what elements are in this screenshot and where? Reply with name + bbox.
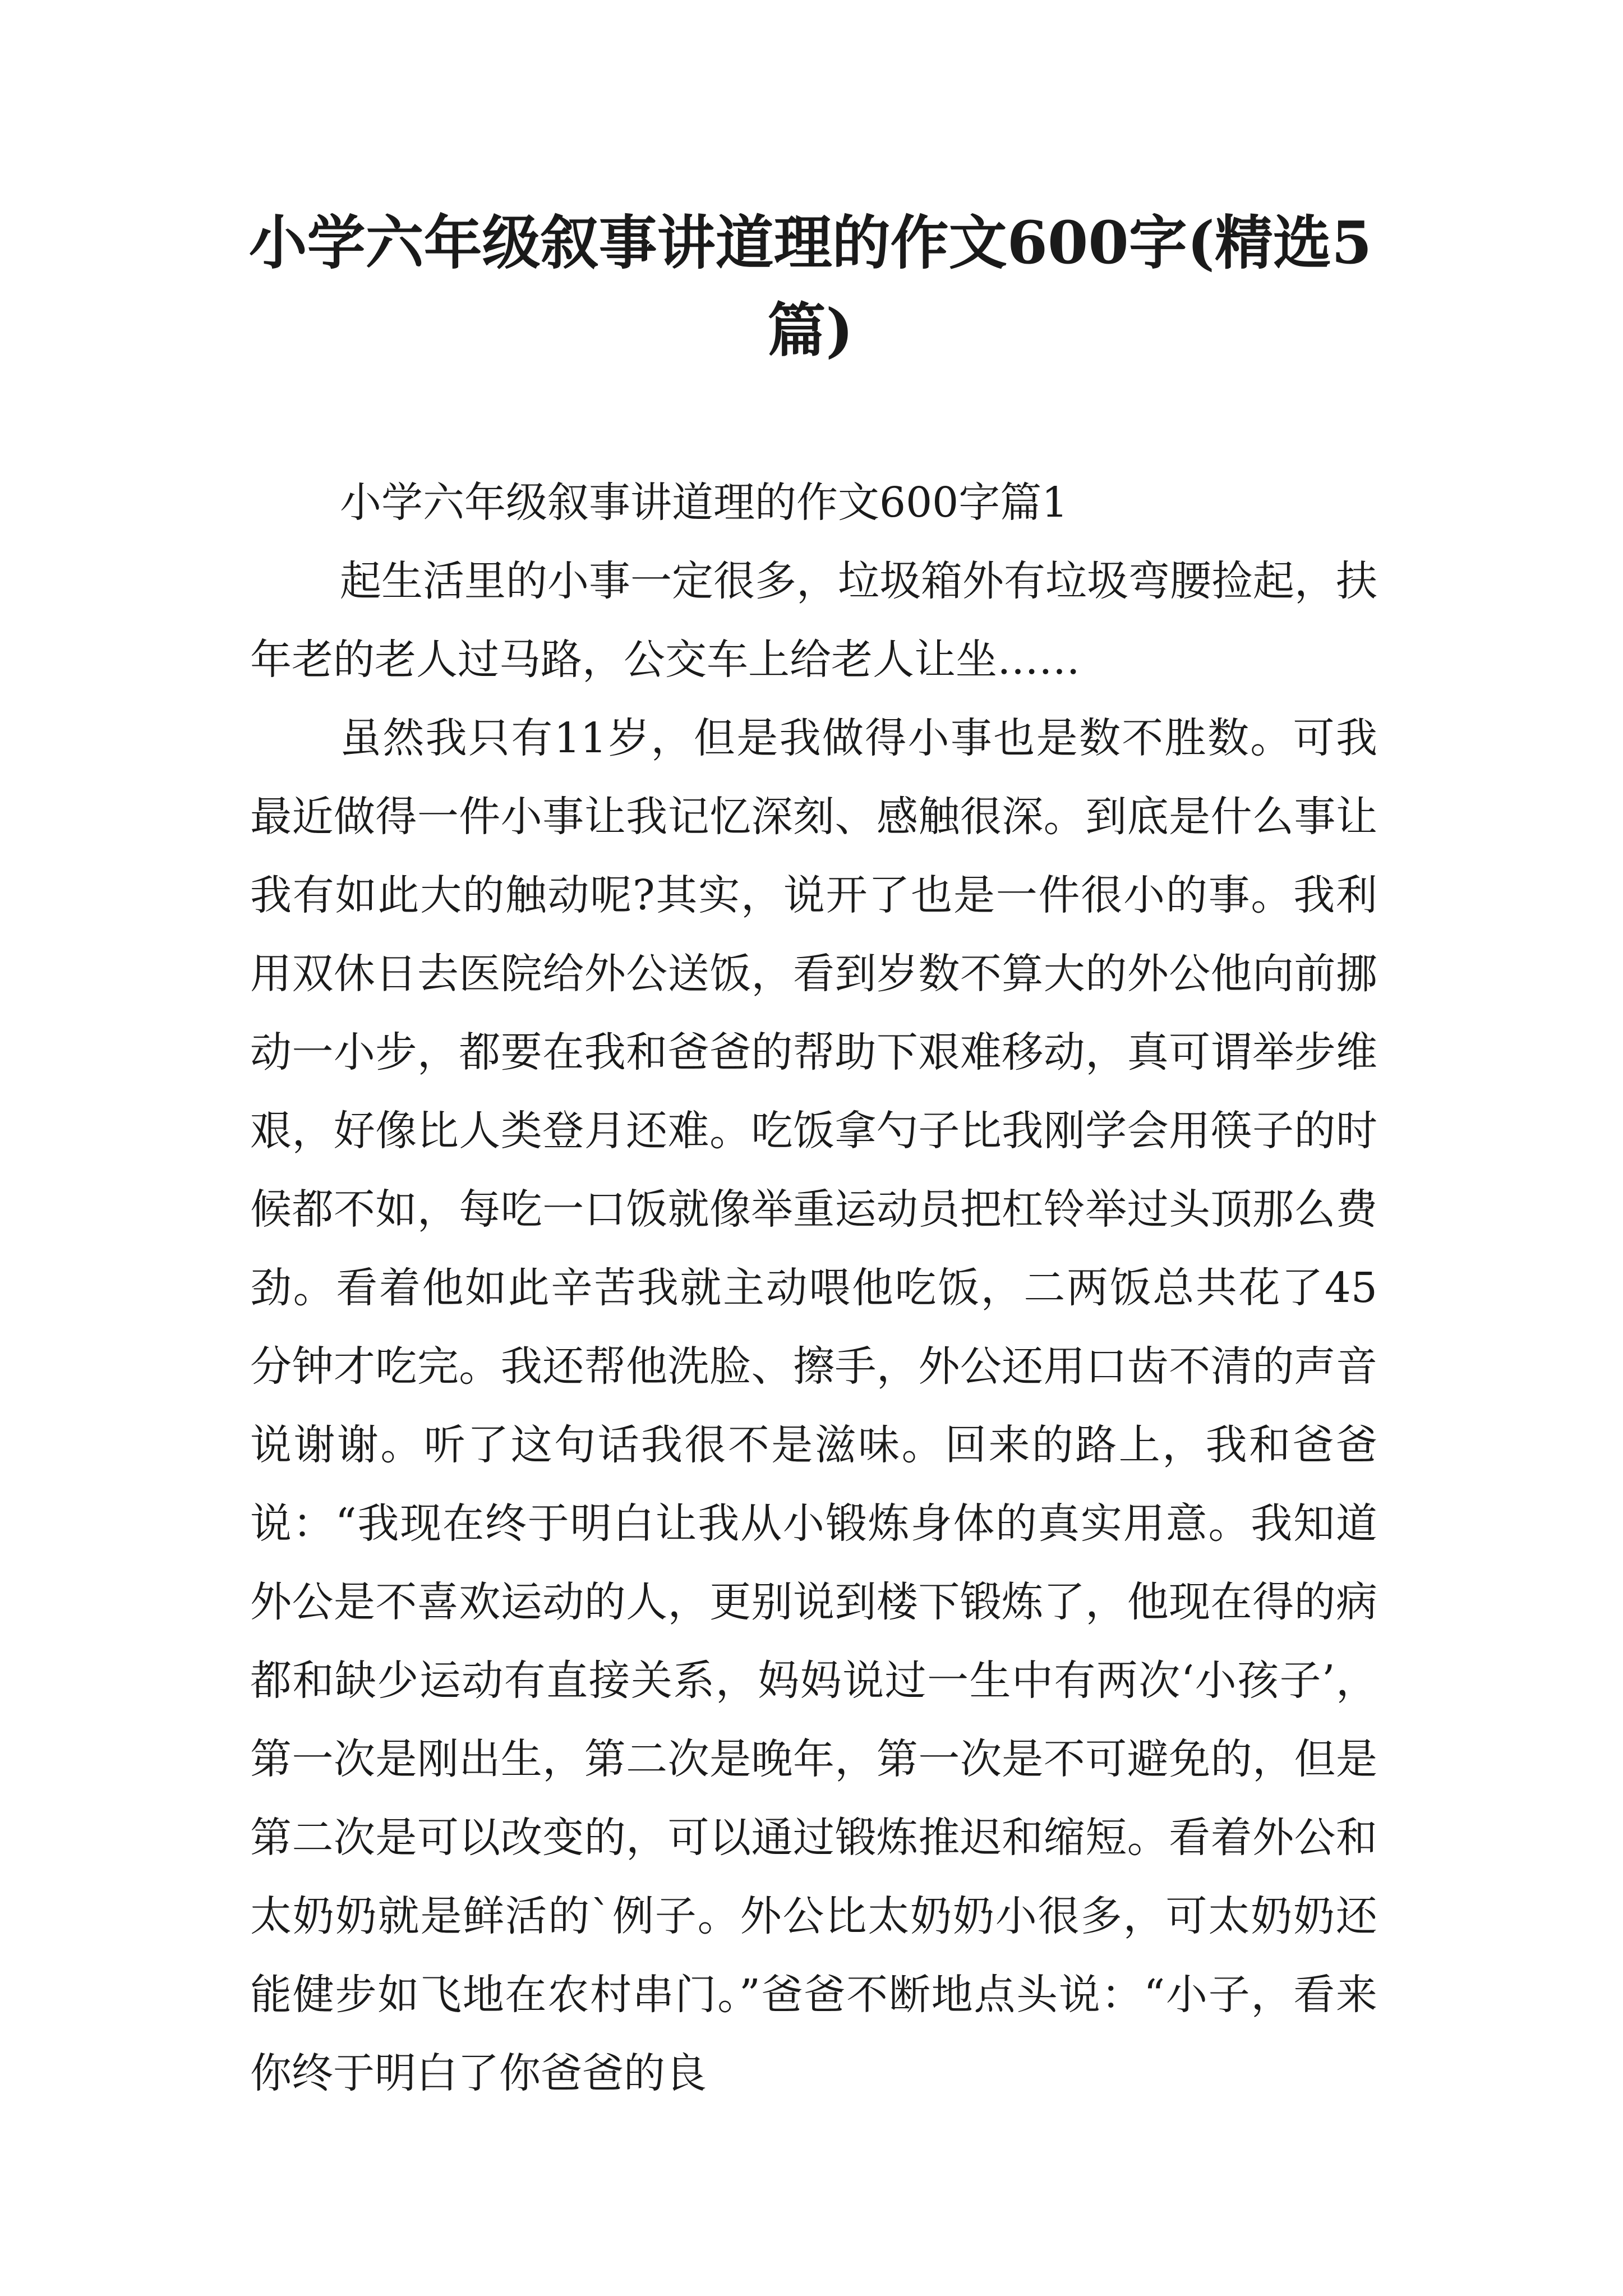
paragraph-1: 起生活里的小事一定很多，垃圾箱外有垃圾弯腰捡起，扶年老的老人过马路，公交车上给老人让坐…… [250,557,1377,684]
document-title: 小学六年级叙事讲道理的作文600字(精选5篇) [248,208,1372,365]
document-body [250,463,1377,2113]
section-heading: 小学六年级叙事讲道理的作文600字篇1 [340,478,1068,527]
paragraph-2: 虽然我只有11岁，但是我做得小事也是数不胜数。可我最近做得一件小事让我记忆深刻、感触很深。到底是什么事让我有如此大的触动呢?其实，说开了也是一件很小的事。我利用双休日去医院给外公送饭，看到岁数不算大的外公他向前挪动一小步，都要在我和爸爸的帮助下艰难移动，真可谓举步维艰，好像比人类登月还难。吃饭拿勺子比我刚学会用筷子的时候都不如，每吃一口饭就像举重运动员把杠铃举过头顶那么费劲。看着他如此辛苦我就主动喂他吃饭，二两饭总共花了45分钟才吃完。我还帮他洗脸、擦手，外公还用口齿不清的声音说谢谢。听了这句话我很不是滋味。回来的路上，我和爸爸说：“我现在终于明白让我从小锻炼身体的真实用意。我知道外公是不喜欢运动的人，更别说到楼下锻炼了，他现在得的病都和缺少运动有直接关系，妈妈说过一生中有两次‘小孩子’，第一次是刚出生，第二次是晚年，第一次是不可避免的，但是第二次是可以改变的，可以通过锻炼推迟和缩短。看着外公和太奶奶就是鲜活的`例子。外公比太奶奶小很多，可太奶奶还能健步如飞地在农村串门。”爸爸不断地点头说：“小子，看来你终于明白了你爸爸的良 [250,714,1377,2097]
